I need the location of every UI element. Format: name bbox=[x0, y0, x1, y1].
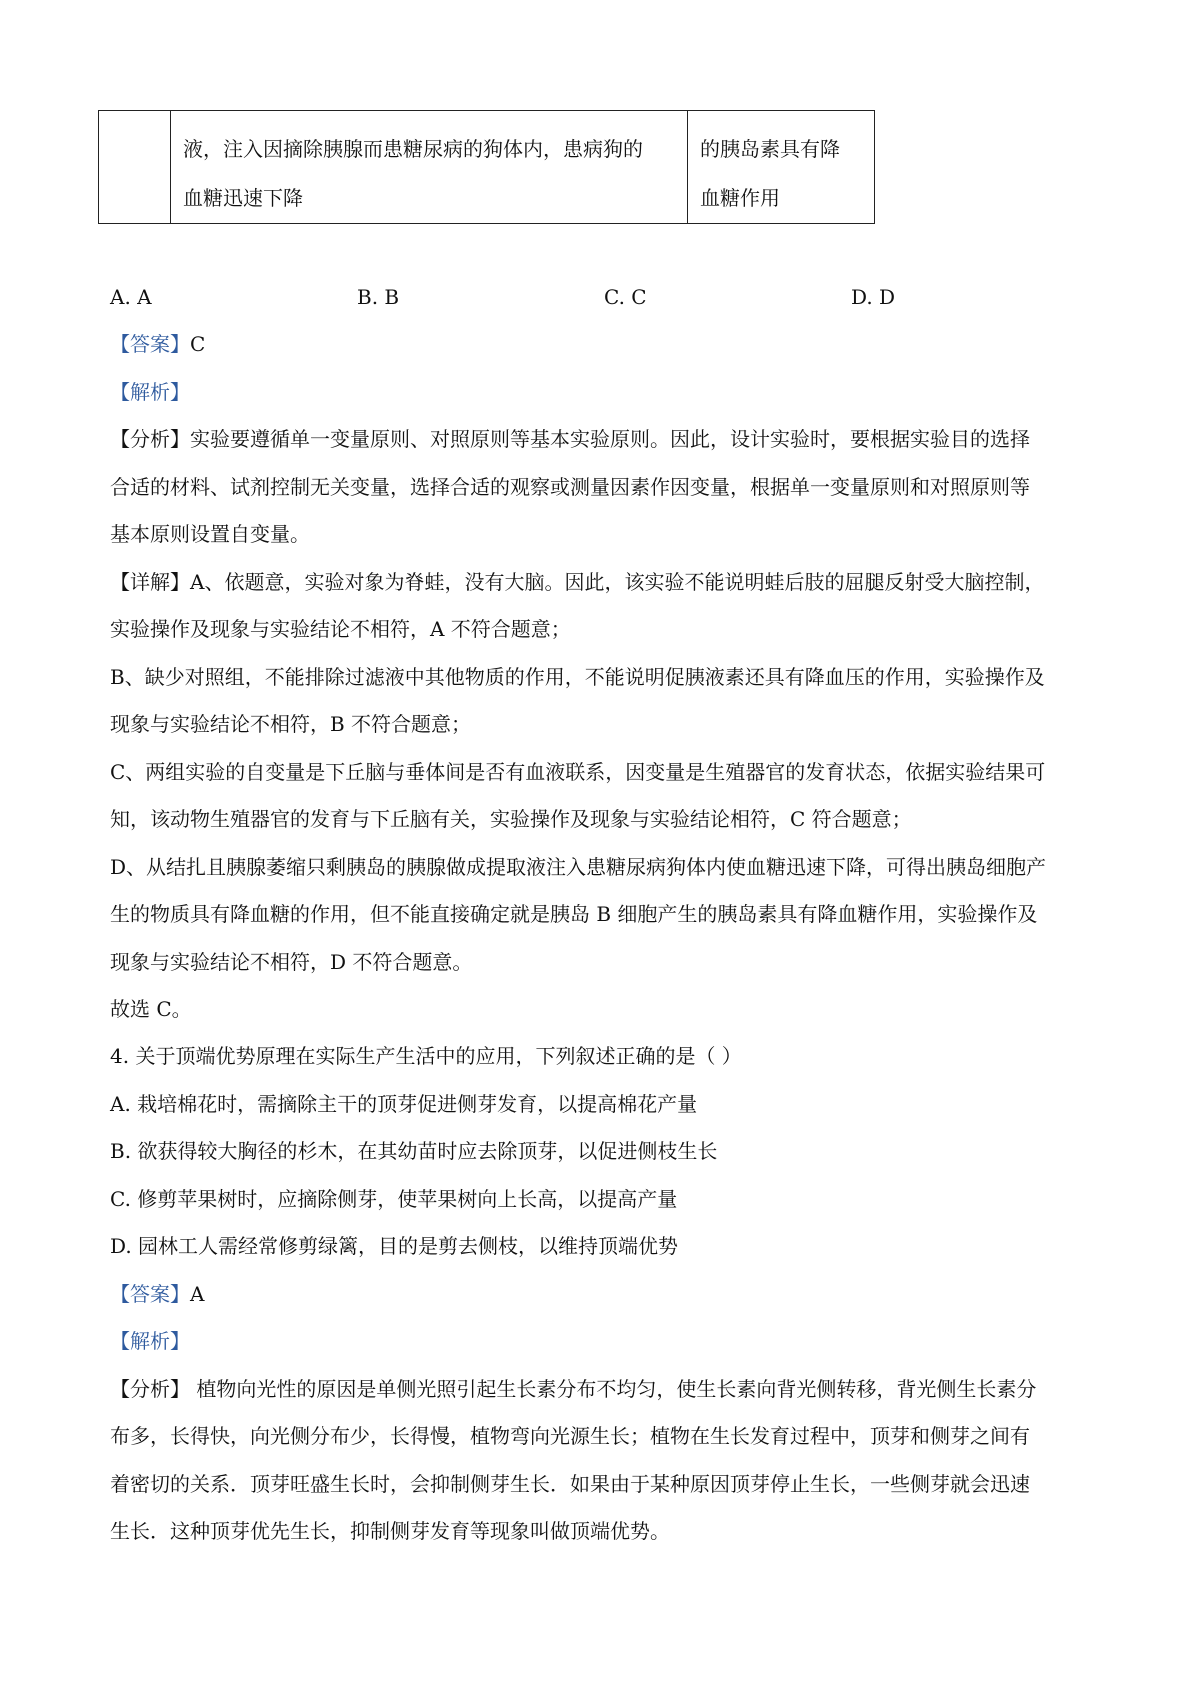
table-cell-text: 的胰岛素具有降 bbox=[700, 137, 840, 161]
q4-option-a: A. 栽培棉花时，需摘除主干的顶芽促进侧芽发育，以提高棉花产量 bbox=[110, 1092, 698, 1116]
q3-xiangjie-line: C、两组实验的自变量是下丘脑与垂体间是否有血液联系，因变量是生殖器官的发育状态，依据实验结果可 bbox=[110, 760, 1046, 784]
q3-fenxi-line: 【分析】实验要遵循单一变量原则、对照原则等基本实验原则。因此，设计实验时，要根据实验目的选择 bbox=[110, 427, 1030, 451]
q3-xiangjie-line: 知，该动物生殖器官的发育与下丘脑有关，实验操作及现象与实验结论相符，C 符合题意； bbox=[110, 807, 912, 831]
table-cell-text: 液，注入因摘除胰腺而患糖尿病的狗体内，患病狗的 bbox=[183, 137, 643, 161]
q4-stem: 4. 关于顶端优势原理在实际生产生活中的应用，下列叙述正确的是（ ） bbox=[110, 1044, 742, 1068]
q4-fenxi-line: 【分析】 植物向光性的原因是单侧光照引起生长素分布不均匀，使生长素向背光侧转移，背光侧生长素分 bbox=[110, 1377, 1037, 1401]
answer-label: 【答案】 bbox=[110, 332, 190, 356]
q4-fenxi-line: 布多，长得快，向光侧分布少，长得慢，植物弯向光源生长；植物在生长发育过程中，顶芽和侧芽之间有 bbox=[110, 1424, 1030, 1448]
q3-xiangjie-line: 现象与实验结论不相符，B 不符合题意； bbox=[110, 712, 472, 736]
table-row bbox=[99, 111, 875, 224]
q3-xiangjie-line: 生的物质具有降血糖的作用，但不能直接确定就是胰岛 B 细胞产生的胰岛素具有降血糖作用，实验操作及 bbox=[110, 902, 1038, 926]
table-cell-text: 血糖作用 bbox=[700, 186, 780, 210]
q4-fenxi-line: 着密切的关系．顶芽旺盛生长时，会抑制侧芽生长．如果由于某种原因顶芽停止生长，一些侧芽就会迅速 bbox=[110, 1472, 1030, 1496]
q3-xiangjie-line: 现象与实验结论不相符，D 不符合题意。 bbox=[110, 950, 473, 974]
q3-option-a: A. A bbox=[110, 285, 152, 309]
q3-xiangjie-line: B、缺少对照组，不能排除过滤液中其他物质的作用，不能说明促胰液素还具有降血压的作用，实验操作及 bbox=[110, 665, 1045, 689]
q3-answer bbox=[110, 332, 205, 356]
table-cell-text: 血糖迅速下降 bbox=[183, 186, 303, 210]
q4-option-b: B. 欲获得较大胸径的杉木，在其幼苗时应去除顶芽，以促进侧枝生长 bbox=[110, 1139, 718, 1163]
q3-fenxi-line: 合适的材料、试剂控制无关变量，选择合适的观察或测量因素作因变量，根据单一变量原则和对照原则等 bbox=[110, 475, 1030, 499]
experiment-table-fragment bbox=[98, 110, 875, 224]
q3-xiangjie-line: 【详解】A、依题意，实验对象为脊蛙，没有大脑。因此，该实验不能说明蛙后肢的屈腿反射受大脑控制， bbox=[110, 570, 1045, 594]
table-cell-operation bbox=[171, 111, 688, 224]
q4-fenxi-line: 生长．这种顶芽优先生长，抑制侧芽发育等现象叫做顶端优势。 bbox=[110, 1519, 670, 1543]
q3-xiangjie-line: 实验操作及现象与实验结论不相符，A 不符合题意； bbox=[110, 617, 571, 641]
q3-conclusion-line: 故选 C。 bbox=[110, 997, 192, 1021]
q4-answer bbox=[110, 1282, 204, 1306]
answer-label: 【答案】 bbox=[110, 1282, 190, 1306]
q4-analysis-label: 【解析】 bbox=[110, 1329, 190, 1353]
table-cell-option bbox=[99, 111, 171, 224]
q3-option-d: D. D bbox=[851, 285, 896, 309]
q3-analysis-label: 【解析】 bbox=[110, 380, 190, 404]
q4-option-d: D. 园林工人需经常修剪绿篱，目的是剪去侧枝，以维持顶端优势 bbox=[110, 1234, 679, 1258]
answer-value: C bbox=[190, 332, 206, 356]
q3-fenxi-line: 基本原则设置自变量。 bbox=[110, 522, 310, 546]
q4-option-c: C. 修剪苹果树时，应摘除侧芽，使苹果树向上长高，以提高产量 bbox=[110, 1187, 678, 1211]
q3-option-c: C. C bbox=[604, 285, 647, 309]
table-cell-conclusion bbox=[688, 111, 875, 224]
q3-option-b: B. B bbox=[357, 285, 400, 309]
q3-xiangjie-line: D、从结扎且胰腺萎缩只剩胰岛的胰腺做成提取液注入患糖尿病狗体内使血糖迅速下降，可得出胰岛细胞产 bbox=[110, 855, 1047, 879]
answer-value: A bbox=[190, 1282, 205, 1306]
